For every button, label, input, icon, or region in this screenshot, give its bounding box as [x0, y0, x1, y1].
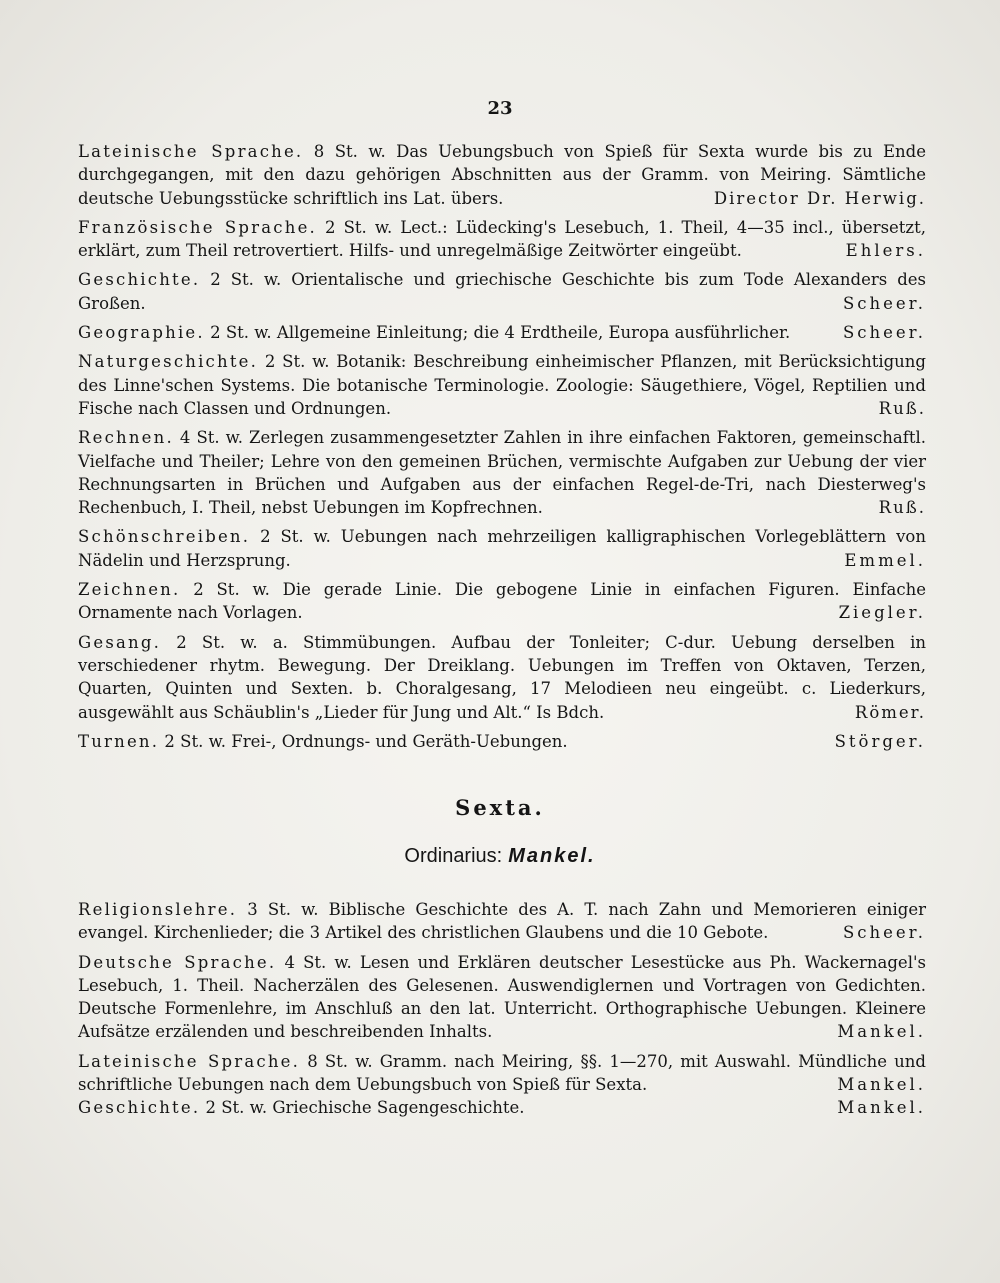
entry-text: 2 St. w. Allgemeine Einleitung; die 4 Erdtheile, Europa ausführlicher.: [204, 323, 791, 343]
entry-text: 4 St. w. Zerlegen zusammengesetzter Zahlen in ihre einfachen Faktoren, gemeinschaftl. Vielfache und Theiler; Lehre von den gemeinen Brüchen, vermischte Aufgaben zur Uebung der vier Rechnungsarten in Brüchen und Aufgaben aus der einfachen Regel-de-Tri, nach Diesterweg's Rechenbuch, I. Theil, nebst Uebungen im Kopfrechnen.: [78, 428, 926, 518]
section-title: Sexta.: [455, 795, 545, 820]
ordinarius-name: Mankel.: [508, 845, 596, 867]
teacher-name: Ruß.: [878, 398, 926, 418]
entry-text: 2 St. w. Uebungen nach mehrzeiligen kalligraphischen Vorlegeblättern von Nädelin und Herzsprung.: [78, 527, 926, 570]
subject-label: Französische Sprache.: [78, 217, 317, 237]
entry-text: 2 St. w. Die gerade Linie. Die gebogene Linie in einfachen Figuren. Einfache Ornamente nach Vorlagen.: [78, 580, 926, 623]
curriculum-list-upper: [78, 140, 926, 753]
teacher-name: Mankel.: [837, 1098, 926, 1118]
subject-label: Naturgeschichte.: [78, 352, 259, 372]
entry-text: 4 St. w. Lesen und Erklären deutscher Lesestücke aus Ph. Wackernagel's Lesebuch, 1. Theil. Nacherzälen des Gelesenen. Auswendiglernen und Vortragen von Gedichten. Deutsche Formenlehre, im Anschluß an den lat. Unterricht. Orthographische Uebungen. Kleinere Aufsätze erzälenden und beschreibenden Inhalts.: [78, 952, 926, 1042]
ordinarius-label: Ordinarius:: [404, 845, 503, 867]
subject-label: Deutsche Sprache.: [78, 952, 277, 972]
subject-label: Geschichte.: [78, 1098, 201, 1118]
teacher-name: Mankel.: [837, 1022, 926, 1042]
entry-schoenschreiben: [78, 525, 926, 572]
entry-religionslehre: [78, 898, 926, 945]
teacher-name: Ziegler.: [838, 603, 926, 623]
entry-naturgeschichte: [78, 350, 926, 420]
curriculum-list-sexta: [78, 898, 926, 1120]
subject-label: Zeichnen.: [78, 580, 181, 600]
entry-text: 8 St. w. Gramm. nach Meiring, §§. 1—270, mit Auswahl. Mündliche und schriftliche Uebungen nach dem Uebungsbuch von Spieß für Sexta.: [78, 1051, 926, 1095]
entry-text: 2 St. w. Griechische Sagengeschichte.: [200, 1098, 525, 1118]
subject-label: Gesang.: [78, 632, 162, 652]
entry-text: 2 St. w. Orientalische und griechische Geschichte bis zum Tode Alexanders des Großen.: [78, 270, 926, 313]
teacher-name: Scheer.: [842, 293, 926, 313]
subject-label: Religionslehre.: [78, 900, 238, 919]
entry-rechnen: [78, 426, 926, 519]
entry-geographie: [78, 321, 926, 344]
subject-label: Geographie.: [78, 323, 205, 343]
subject-label: Lateinische Sprache.: [78, 1051, 301, 1071]
teacher-name: Mankel.: [837, 1075, 926, 1095]
teacher-name: Scheer.: [842, 323, 926, 343]
subject-label: Turnen.: [78, 731, 160, 751]
entry-franzoesische-sprache: [78, 216, 926, 263]
page-number: 23: [487, 98, 513, 119]
subject-label: Geschichte.: [78, 270, 201, 290]
entry-text: 8 St. w. Das Uebungsbuch von Spieß für Sexta wurde bis zu Ende durchgegangen, mit den dazu gehörigen Abschnitten aus der Gramm. von Meiring. Sämtliche deutsche Uebungsstücke schriftlich ins Lat. übers.: [78, 142, 926, 208]
teacher-name: Director Dr. Herwig.: [713, 188, 926, 208]
entry-text: 2 St. w. a. Stimmübungen. Aufbau der Tonleiter; C-dur. Uebung derselben in verschiedener rhytm. Bewegung. Der Dreiklang. Uebungen im Treffen von Oktaven, Terzen, Quarten, Quinten und Sexten. b. Choralgesang, 17 Melodieen neu eingeübt. c. Liederkurs, ausgewählt aus Schäublin's „Lieder für Jung und Alt.“ Is Bdch.: [78, 632, 926, 722]
entry-zeichnen: [78, 578, 926, 625]
teacher-name: Scheer.: [842, 923, 926, 943]
entry-deutsche-sprache: [78, 951, 926, 1044]
entry-text: 2 St. w. Frei-, Ordnungs- und Geräth-Uebungen.: [159, 731, 568, 751]
teacher-name: Ehlers.: [845, 241, 926, 261]
teacher-name: Römer.: [854, 702, 926, 722]
entry-text: 3 St. w. Biblische Geschichte des A. T. nach Zahn und Memorieren einiger evangel. Kirchenlieder; die 3 Artikel des christlichen Glaubens und die 10 Gebote.: [78, 900, 926, 943]
ordinarius-line: [0, 845, 1000, 868]
teacher-name: Ruß.: [878, 498, 926, 518]
entry-lateinische-sprache-sexta: [78, 1050, 926, 1097]
entry-turnen: [78, 730, 926, 753]
subject-label: Schönschreiben.: [78, 527, 251, 547]
subject-label: Lateinische Sprache.: [78, 142, 304, 161]
subject-label: Rechnen.: [78, 428, 174, 448]
entry-geschichte: [78, 268, 926, 315]
teacher-name: Emmel.: [844, 550, 926, 570]
entry-text: 2 St. w. Botanik: Beschreibung einheimischer Pflanzen, mit Berücksichtigung des Linne'schen Systems. Die botanische Terminologie. Zoologie: Säugethiere, Vögel, Reptilien und Fische nach Classen und Ordnungen.: [78, 352, 926, 418]
teacher-name: Störger.: [834, 731, 926, 751]
entry-lateinische-sprache: [78, 140, 926, 210]
entry-geschichte-sexta: [78, 1096, 926, 1119]
entry-text: 2 St. w. Lect.: Lüdecking's Lesebuch, 1. Theil, 4—35 incl., übersetzt, erklärt, zum Theil retrovertiert. Hilfs- und unregelmäßige Zeitwörter eingeübt.: [78, 217, 927, 261]
entry-gesang: [78, 631, 926, 724]
